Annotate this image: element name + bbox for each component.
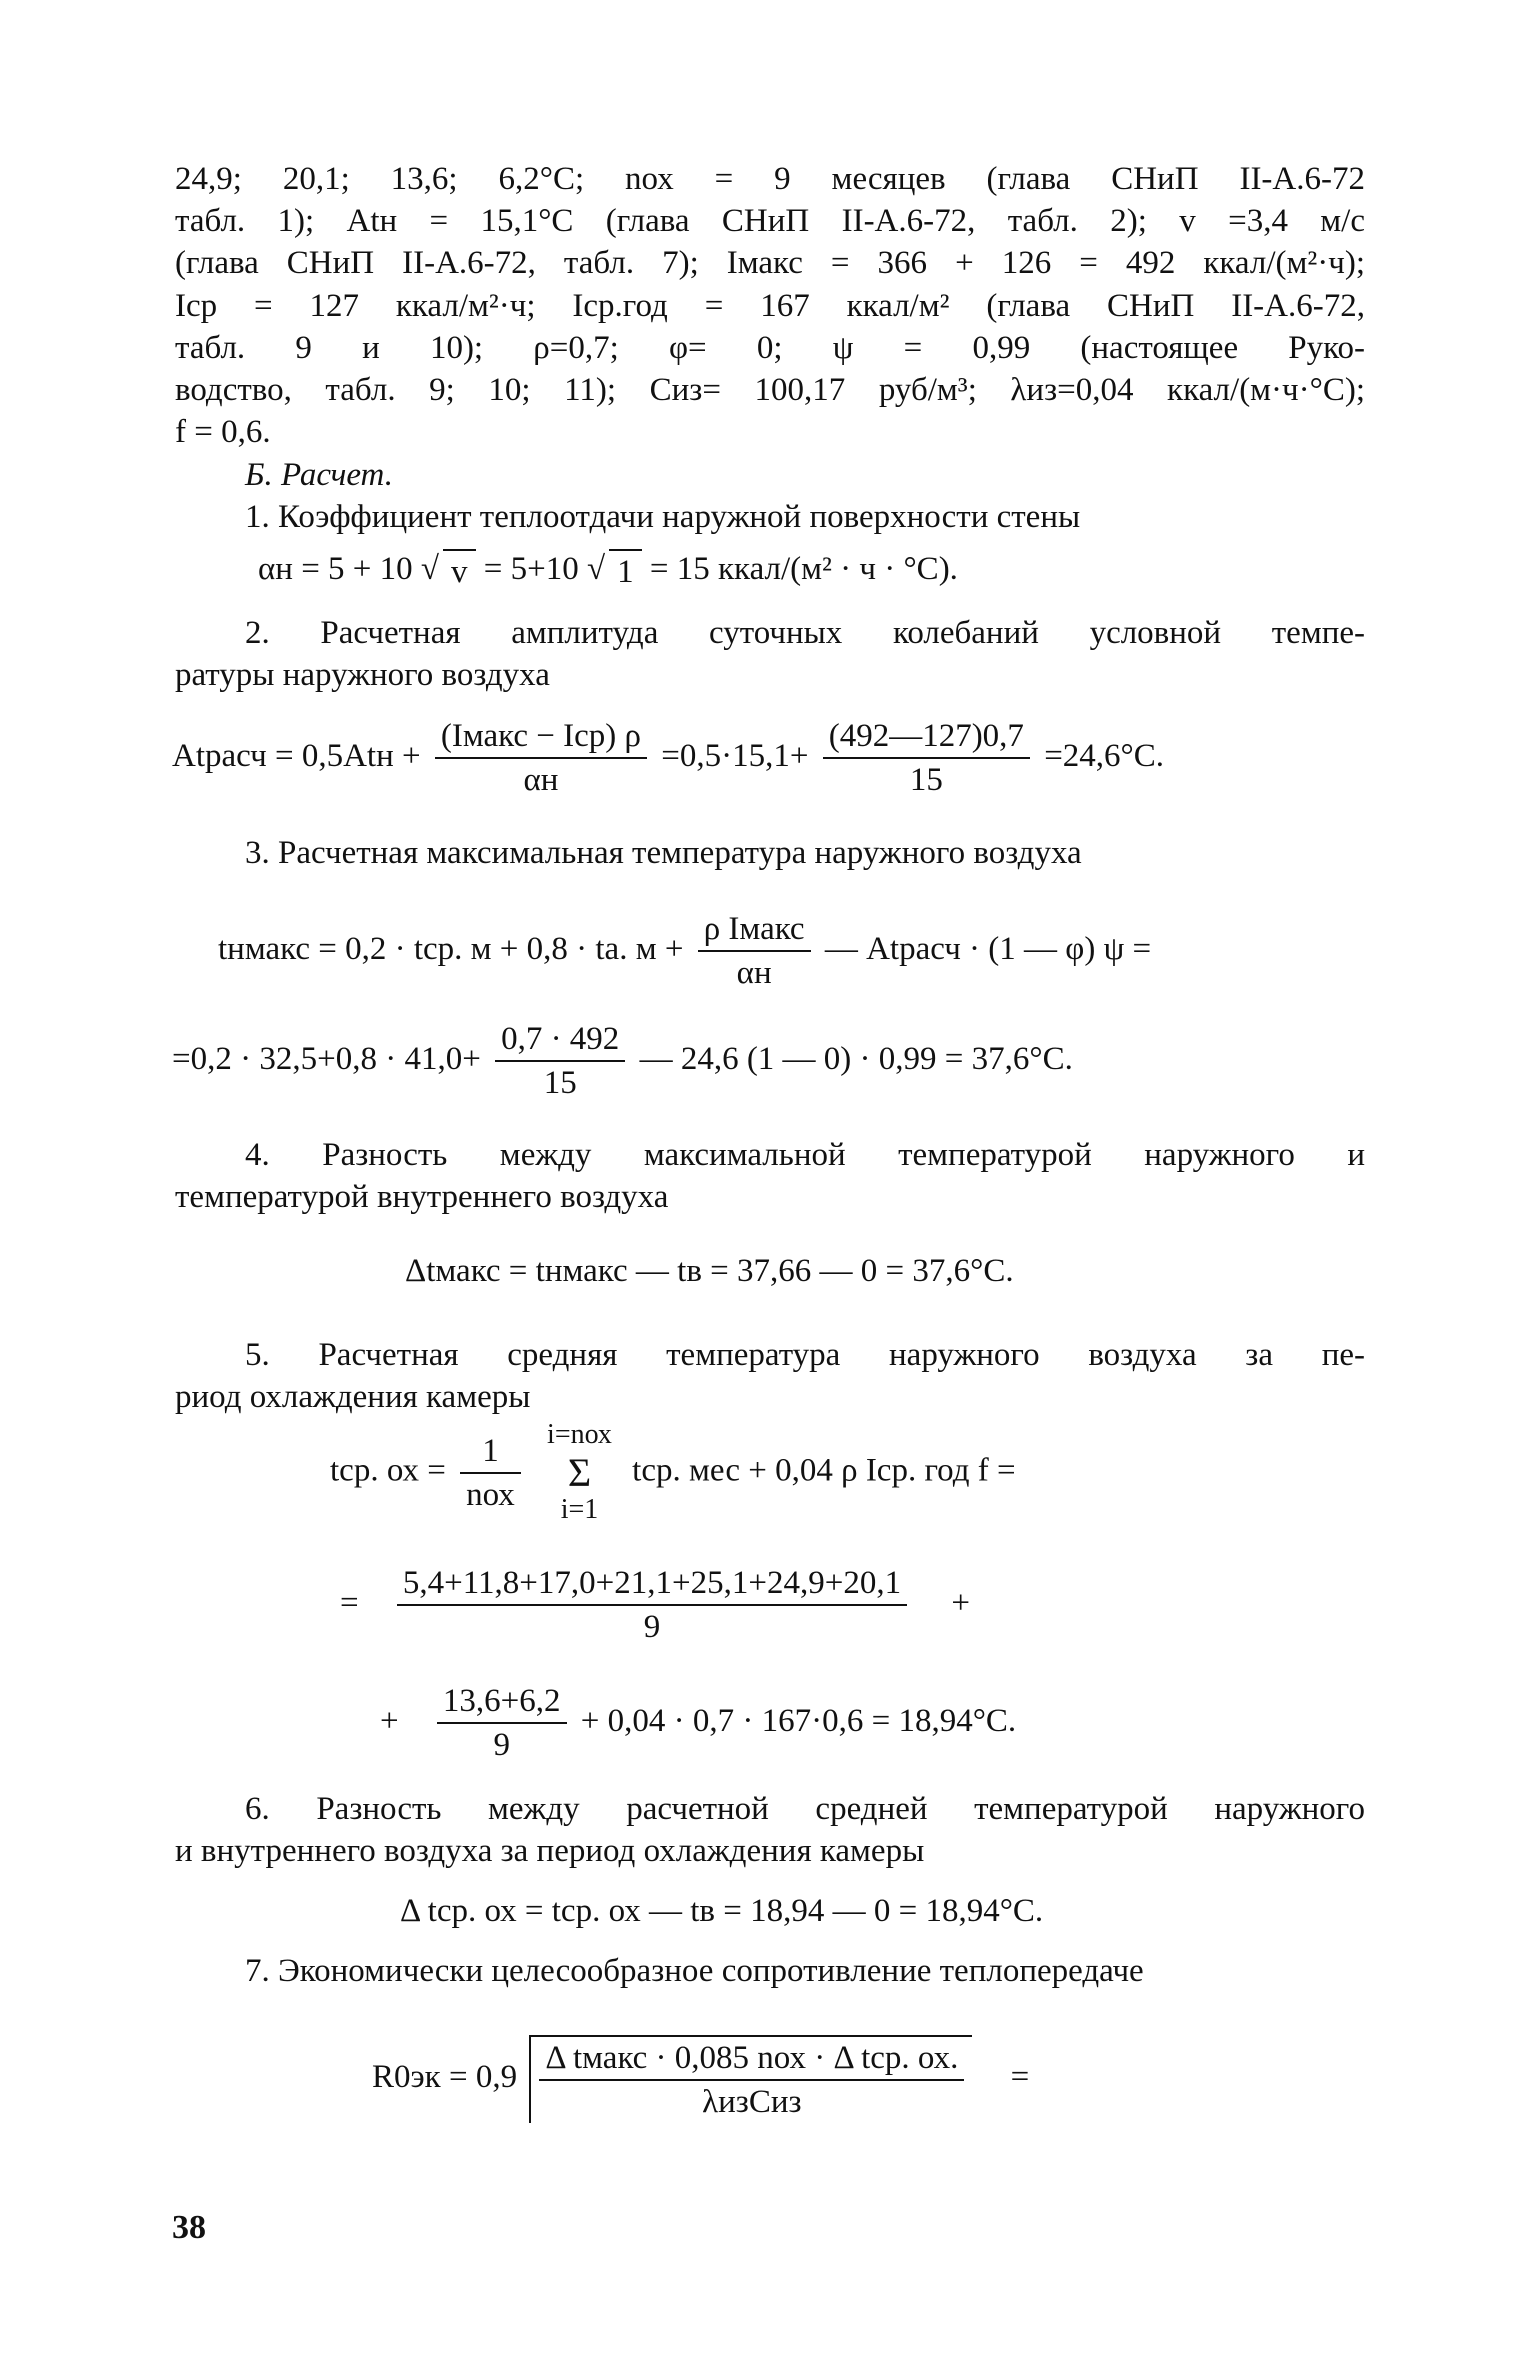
intro-line: Iср = 127 ккал/м²·ч; Iср.год = 167 ккал/м² (глава СНиП II-А.6-72, <box>175 287 1365 324</box>
fraction-denominator: 9 <box>643 1609 661 1646</box>
step2-title-line2: ратуры наружного воздуха <box>175 657 550 694</box>
step7-formula <box>372 2035 1029 2123</box>
fraction-denominator: 9 <box>493 1727 510 1764</box>
step5-title <box>175 1334 1365 1418</box>
fraction-denominator: αн <box>736 955 772 992</box>
step6-formula-text: Δ tср. ох = tср. ох — tв = 18,94 — 0 = 18,94°С. <box>400 1893 1044 1929</box>
step5-line2-plus: + <box>951 1584 970 1621</box>
step5-after-sum: tср. мес + 0,04 ρ Iср. год f = <box>632 1452 1016 1489</box>
step7-rhs: = <box>1010 2058 1030 2095</box>
step7-lhs: R0эк = 0,9 <box>372 2058 518 2095</box>
step5-line3-plus: + <box>380 1702 399 1739</box>
step5-title-line1: 5. Расчетная средняя температура наружного воздуха за пе- <box>245 1337 1365 1373</box>
step3-formula-line1 <box>218 908 1151 994</box>
intro-line: водство, табл. 9; 10; 11); Сиз= 100,17 руб/м³; λиз=0,04 ккал/(м·ч·°С); <box>175 372 1365 409</box>
step4-formula-text: Δtмакс = tнмакс — tв = 37,66 — 0 = 37,6°С. <box>405 1253 1014 1289</box>
step3-line2-rhs: — 24,6 (1 — 0) · 0,99 = 37,6°С. <box>639 1040 1073 1077</box>
step4-formula <box>405 1250 1014 1292</box>
intro-line: (глава СНиП II-А.6-72, табл. 7); Iмакс = 366 + 126 = 492 ккал/(м²·ч); <box>175 245 1365 282</box>
step3-fraction-2 <box>495 1018 625 1104</box>
fraction-denominator: αн <box>523 762 559 799</box>
step3-title-line: 3. Расчетная максимальная температура наружного воздуха <box>245 835 1082 871</box>
fraction-numerator: Δ tмакс · 0,085 nох · Δ tср. ох. <box>539 2037 964 2081</box>
sqrt-v: v <box>443 549 476 593</box>
step1-title: 1. Коэффициент теплоотдачи наружной поверхности стены <box>245 498 1081 535</box>
page-number: 38 <box>172 2209 206 2246</box>
step3-line1-rhs: — Atрасч · (1 — φ) ψ = <box>824 930 1152 967</box>
step2-title <box>175 612 1365 696</box>
section-heading: Б. Расчет. <box>245 456 394 493</box>
step1-formula-mid: = 5+10 √ <box>483 551 606 587</box>
step2-fraction-1 <box>435 715 647 801</box>
intro-paragraph <box>175 158 1365 538</box>
step2-title-line1: 2. Расчетная амплитуда суточных колебаний условной темпе- <box>245 615 1365 651</box>
step3-line2-lhs: =0,2 · 32,5+0,8 · 41,0+ <box>172 1040 481 1077</box>
fraction-denominator: λизСиз <box>702 2084 802 2121</box>
intro-line: 24,9; 20,1; 13,6; 6,2°С; nох = 9 месяцев (глава СНиП II-А.6-72 <box>175 161 1365 197</box>
step5-line2-eq: = <box>340 1584 359 1621</box>
step7-title <box>175 1950 1365 1992</box>
fraction-numerator: 1 <box>460 1430 521 1474</box>
step3-line1-lhs: tнмакс = 0,2 · tср. м + 0,8 · tа. м + <box>218 930 684 967</box>
step6-title <box>175 1788 1365 1872</box>
step4-title-line2: температурой внутреннего воздуха <box>175 1179 669 1216</box>
step5-fraction <box>460 1430 521 1516</box>
fraction-numerator: 5,4+11,8+17,0+21,1+25,1+24,9+20,1 <box>397 1562 907 1606</box>
step2-formula <box>172 715 1164 801</box>
step3-fraction-1 <box>698 908 811 994</box>
step5-formula-line1 <box>330 1420 1016 1526</box>
step5-lhs: tср. ох = <box>330 1452 446 1489</box>
fraction-numerator: 0,7 · 492 <box>495 1018 625 1062</box>
step2-rhs: =24,6°С. <box>1044 737 1165 774</box>
step4-title-line1: 4. Разность между максимальной температурой наружного и <box>245 1137 1365 1173</box>
intro-line: табл. 1); Atн = 15,1°С (глава СНиП II-А.6-72, табл. 2); v =3,4 м/с <box>175 203 1365 240</box>
step2-mid: =0,5·15,1+ <box>661 737 809 774</box>
step5-title-line2: риод охлаждения камеры <box>175 1379 531 1416</box>
sigma-symbol: Σ <box>567 1449 592 1495</box>
step5-formula-line3 <box>380 1680 1016 1766</box>
sum-lower-limit: i=1 <box>560 1493 599 1525</box>
step5-fraction-3 <box>437 1680 567 1766</box>
step6-formula <box>400 1890 1043 1932</box>
step6-title-line2: и внутреннего воздуха за период охлаждения камеры <box>175 1833 925 1870</box>
step7-fraction <box>539 2037 964 2123</box>
step7-title-line: 7. Экономически целесообразное сопротивление теплопередаче <box>245 1953 1144 1989</box>
sum-upper-limit: i=nох <box>547 1419 612 1450</box>
sqrt-root <box>529 2035 972 2123</box>
summation <box>547 1420 612 1526</box>
fraction-numerator: 13,6+6,2 <box>437 1680 567 1724</box>
step5-line3-rhs: + 0,04 · 0,7 · 167·0,6 = 18,94°С. <box>580 1702 1017 1739</box>
step4-title <box>175 1134 1365 1218</box>
fraction-denominator: 15 <box>909 762 943 799</box>
step2-lhs: Atрасч = 0,5Atн + <box>172 737 421 774</box>
step3-title <box>175 832 1365 874</box>
fraction-numerator: (492—127)0,7 <box>823 715 1030 759</box>
fraction-numerator: ρ Iмакс <box>698 908 811 952</box>
step5-fraction-2 <box>397 1562 907 1648</box>
fraction-numerator: (Iмакс − Iср) ρ <box>435 715 647 759</box>
step1-formula-left: αн = 5 + 10 √ <box>258 551 440 587</box>
step1-formula-right: = 15 ккал/(м² · ч · °С). <box>649 551 958 587</box>
step3-formula-line2 <box>172 1018 1073 1104</box>
intro-line: f = 0,6. <box>175 414 271 451</box>
step2-fraction-2 <box>823 715 1030 801</box>
fraction-denominator: 15 <box>543 1065 577 1102</box>
sqrt-one: 1 <box>609 549 642 593</box>
step1-formula <box>258 548 958 594</box>
step5-formula-line2 <box>340 1562 970 1648</box>
intro-line: табл. 9 и 10); ρ=0,7; φ= 0; ψ = 0,99 (настоящее Руко- <box>175 329 1365 366</box>
step6-title-line1: 6. Разность между расчетной средней температурой наружного <box>245 1791 1365 1827</box>
fraction-denominator: nох <box>466 1476 515 1513</box>
